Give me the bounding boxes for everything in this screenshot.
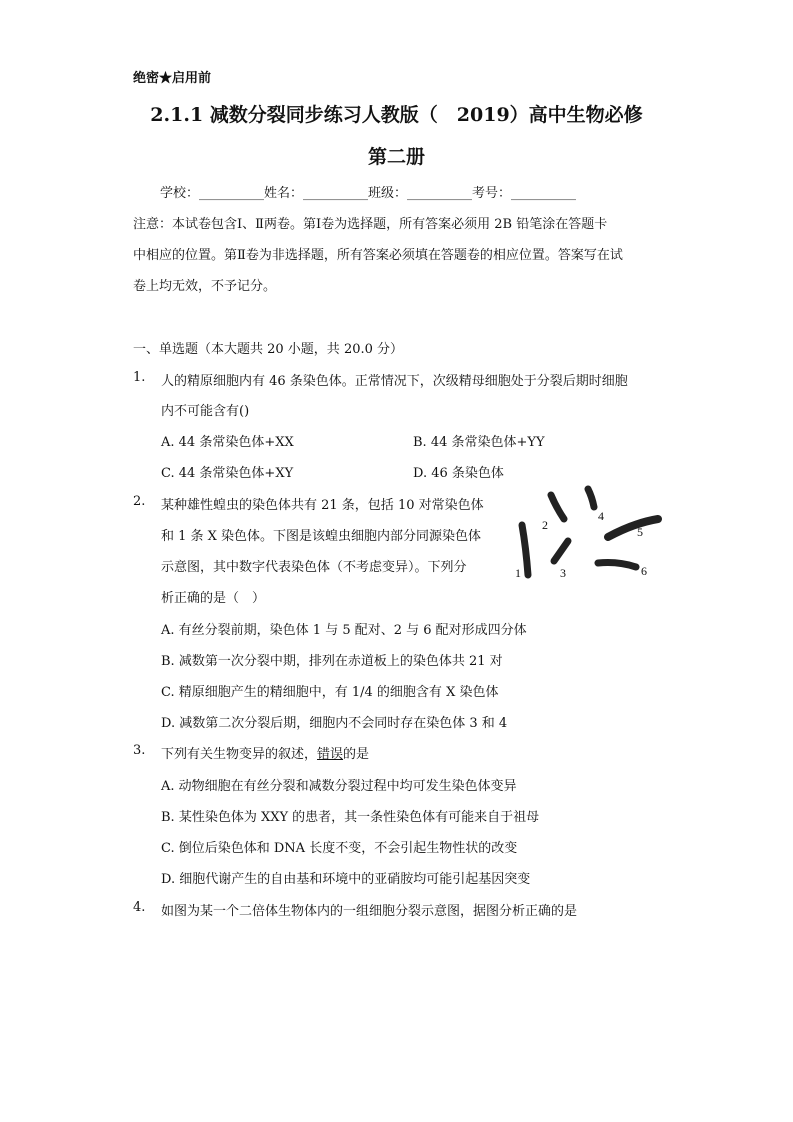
option-a[interactable]: A. 有丝分裂前期，染色体 1 与 5 配对、2 与 6 配对形成四分体 xyxy=(161,623,527,638)
option-b[interactable]: B. 44 条常染色体+YY xyxy=(413,435,545,450)
option-c[interactable]: C. 44 条常染色体+XY xyxy=(161,466,294,481)
option-b[interactable]: B. 某性染色体为 XXY 的患者，其一条性染色体有可能来自于祖母 xyxy=(161,810,540,825)
question-number: 1. xyxy=(133,370,146,385)
figure-label-3: 3 xyxy=(560,566,566,580)
confidential-label: 绝密★启用前 xyxy=(133,71,212,86)
question-stem-line: 析正确的是（ ） xyxy=(161,591,266,606)
question-stem-line: 和 1 条 X 染色体。下图是该蝗虫细胞内部分同源染色体 xyxy=(161,529,482,544)
chromosome-1 xyxy=(522,525,528,575)
question-stem-line: 示意图，其中数字代表染色体（不考虑变异）。下列分 xyxy=(161,560,467,575)
option-b[interactable]: B. 减数第一次分裂中期，排列在赤道板上的染色体共 21 对 xyxy=(161,654,503,669)
question-number: 3. xyxy=(133,743,146,758)
option-d[interactable]: D. 减数第二次分裂后期，细胞内不会同时存在染色体 3 和 4 xyxy=(161,716,508,731)
option-a[interactable]: A. 动物细胞在有丝分裂和减数分裂过程中均可发生染色体变异 xyxy=(161,779,517,794)
question-stem-line: 人的精原细胞内有 46 条染色体。正常情况下，次级精母细胞处于分裂后期时细胞 xyxy=(161,374,628,389)
figure-label-4: 4 xyxy=(598,509,604,523)
chromosome-2 xyxy=(551,495,564,519)
title-line-1: 2.1.1 减数分裂同步练习人教版（ 2019）高中生物必修 xyxy=(150,104,643,126)
question-number: 4. xyxy=(133,900,146,915)
option-d[interactable]: D. 46 条染色体 xyxy=(413,466,504,481)
chromosome-3 xyxy=(554,541,568,561)
option-c[interactable]: C. 精原细胞产生的精细胞中，有 1/4 的细胞含有 X 染色体 xyxy=(161,685,499,700)
chromosome-4 xyxy=(588,489,594,507)
figure-label-2: 2 xyxy=(542,518,548,532)
figure-label-5: 5 xyxy=(637,525,643,539)
notice-line-3: 卷上均无效，不予记分。 xyxy=(133,279,277,294)
notice-line-1: 注意：本试卷包含Ⅰ、Ⅱ两卷。第Ⅰ卷为选择题，所有答案必须用 2B 铅笔涂在答题卡 xyxy=(133,217,608,232)
question-stem-line: 如图为某一个二倍体生物体内的一组细胞分裂示意图，据图分析正确的是 xyxy=(161,904,578,919)
question-stem-line: 某种雄性蝗虫的染色体共有 21 条，包括 10 对常染色体 xyxy=(161,498,484,513)
stem-suffix: 的是 xyxy=(343,747,370,762)
chromosome-figure xyxy=(508,483,668,588)
question-number: 2. xyxy=(133,494,146,509)
chromosome-6 xyxy=(598,563,636,568)
section-heading: 一、单选题（本大题共 20 小题，共 20.0 分） xyxy=(133,342,404,357)
question-stem-line: 内不可能含有() xyxy=(161,404,250,419)
student-info-line: 学校：__________姓名：__________班级：__________考号：__________ xyxy=(160,186,577,201)
stem-emphasis-underlined: 错误 xyxy=(317,747,344,762)
option-c[interactable]: C. 倒位后染色体和 DNA 长度不变，不会引起生物性状的改变 xyxy=(161,841,518,856)
chromosome-diagram xyxy=(508,483,668,588)
stem-prefix: 下列有关生物变异的叙述， xyxy=(161,747,318,762)
figure-label-1: 1 xyxy=(515,566,521,580)
question-stem-line xyxy=(161,743,369,762)
chromosome-5 xyxy=(608,519,658,537)
option-d[interactable]: D. 细胞代谢产生的自由基和环境中的亚硝胺均可能引起基因突变 xyxy=(161,872,531,887)
option-a[interactable]: A. 44 条常染色体+XX xyxy=(161,435,294,450)
title-line-2: 第二册 xyxy=(367,146,425,168)
notice-line-2: 中相应的位置。第Ⅱ卷为非选择题，所有答案必须填在答题卷的相应位置。答案写在试 xyxy=(133,248,623,263)
figure-label-6: 6 xyxy=(641,564,647,578)
